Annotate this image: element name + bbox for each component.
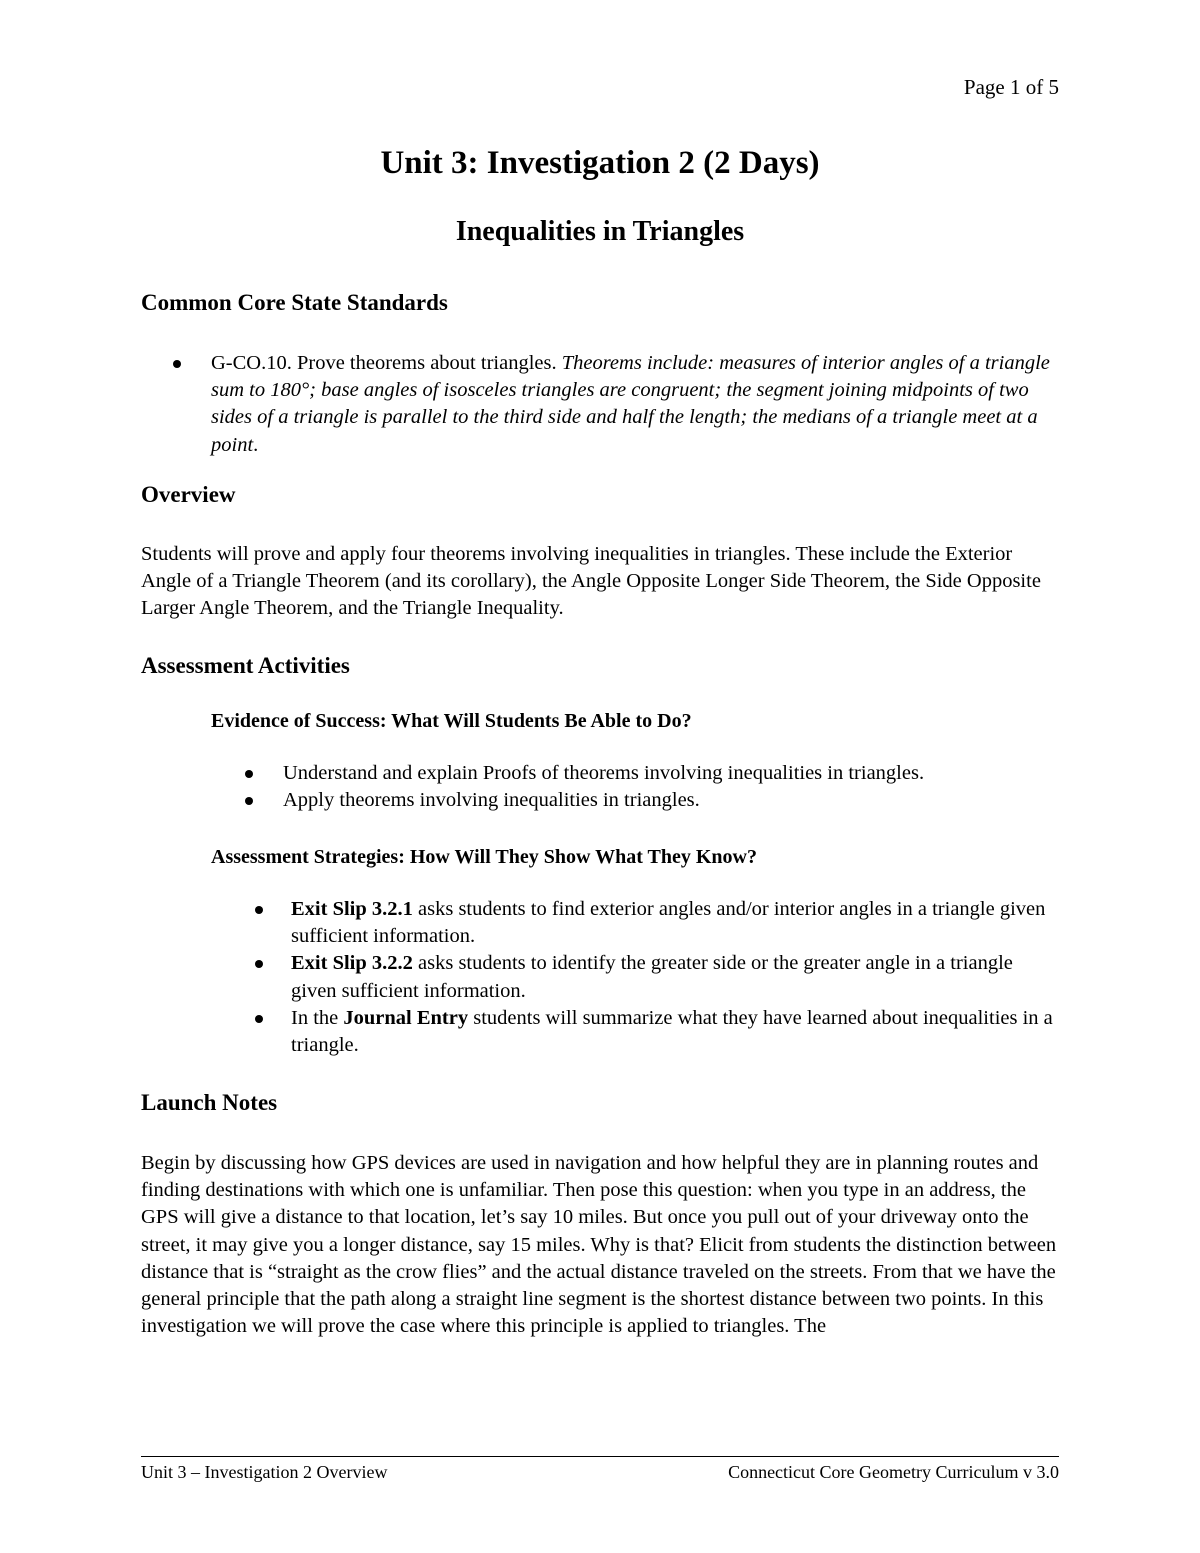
bullet-icon — [255, 960, 263, 968]
document-title: Unit 3: Investigation 2 (2 Days) — [380, 145, 820, 181]
list-item — [291, 950, 1061, 1004]
list-item — [283, 760, 1063, 787]
evidence-list — [283, 760, 1063, 814]
bullet-icon — [245, 797, 253, 805]
evidence-item-text: Understand and explain Proofs of theorems involving inequalities in triangles. — [283, 762, 925, 784]
strategy-text: asks students to identify the greater side or the greater angle in a triangle given sufficient information. — [291, 952, 1013, 1002]
assessment-heading: Assessment Activities — [141, 653, 350, 678]
list-item — [283, 787, 1063, 814]
standard-code-text: G-CO.10. Prove theorems about triangles. — [211, 352, 562, 374]
strategy-bold-label: Exit Slip 3.2.1 — [291, 898, 413, 920]
evidence-heading: Evidence of Success: What Will Students Be Able to Do? — [211, 710, 692, 732]
strategies-list — [291, 896, 1061, 1059]
list-item — [291, 896, 1061, 950]
standard-end-text: . — [253, 433, 259, 456]
strategy-bold-label: Journal Entry — [343, 1006, 469, 1029]
footer-divider — [141, 1456, 1059, 1457]
footer-left-text: Unit 3 – Investigation 2 Overview — [141, 1462, 388, 1482]
bullet-icon — [255, 906, 263, 914]
standards-heading: Common Core State Standards — [141, 290, 448, 315]
strategy-pre-text: In the — [291, 1006, 344, 1029]
document-subtitle: Inequalities in Triangles — [455, 216, 745, 247]
list-item — [211, 350, 1066, 459]
evidence-item-text: Apply theorems involving inequalities in triangles. — [283, 789, 700, 812]
standards-list — [211, 350, 1066, 459]
strategy-bold-label: Exit Slip 3.2.2 — [291, 952, 413, 975]
strategy-text: asks students to find exterior angles and/or interior angles in a triangle given sufficient information. — [291, 898, 1046, 948]
standard-italic-text: Theorems include: measures of interior angles of a triangle sum to 180°; base angles of isosceles triangles are congruent; the segment joining midpoints of two sides of a triangle is parallel to the third side and half the length; the medians of a triangle meet at a point — [211, 352, 1050, 456]
bullet-icon — [245, 770, 253, 778]
overview-paragraph: Students will prove and apply four theorems involving inequalities in triangles. These include the Exterior Angle of a Triangle Theorem (and its corollary), the Angle Opposite Longer Side Theorem, the Side Opposite Larger Angle Theorem, and the Triangle Inequality. — [141, 543, 1041, 620]
footer-right-text: Connecticut Core Geometry Curriculum v 3.0 — [728, 1462, 1059, 1482]
overview-heading: Overview — [141, 482, 236, 507]
strategy-text: students will summarize what they have learned about inequalities in a triangle. — [291, 1006, 1053, 1057]
launch-heading: Launch Notes — [141, 1090, 278, 1115]
strategies-heading: Assessment Strategies: How Will They Show What They Know? — [211, 846, 757, 868]
bullet-icon — [173, 360, 181, 368]
list-item — [291, 1005, 1061, 1059]
launch-paragraph: Begin by discussing how GPS devices are used in navigation and how helpful they are in planning routes and finding destinations with which one is unfamiliar. Then pose this question: when you type in an address, the GPS will give a distance to that location, let’s say 10 miles. But once you pull out of your driveway onto the street, it may give you a longer distance, say 15 miles. Why is that? Elicit from students the distinction between distance that is “straight as the crow flies” and the actual distance traveled on the streets. From that we have the general principle that the path along a straight line segment is the shortest distance between two points. In this investigation we will prove the case where this principle is applied to triangles. The — [141, 1152, 1057, 1338]
bullet-icon — [255, 1015, 263, 1023]
page-number: Page 1 of 5 — [963, 75, 1059, 99]
